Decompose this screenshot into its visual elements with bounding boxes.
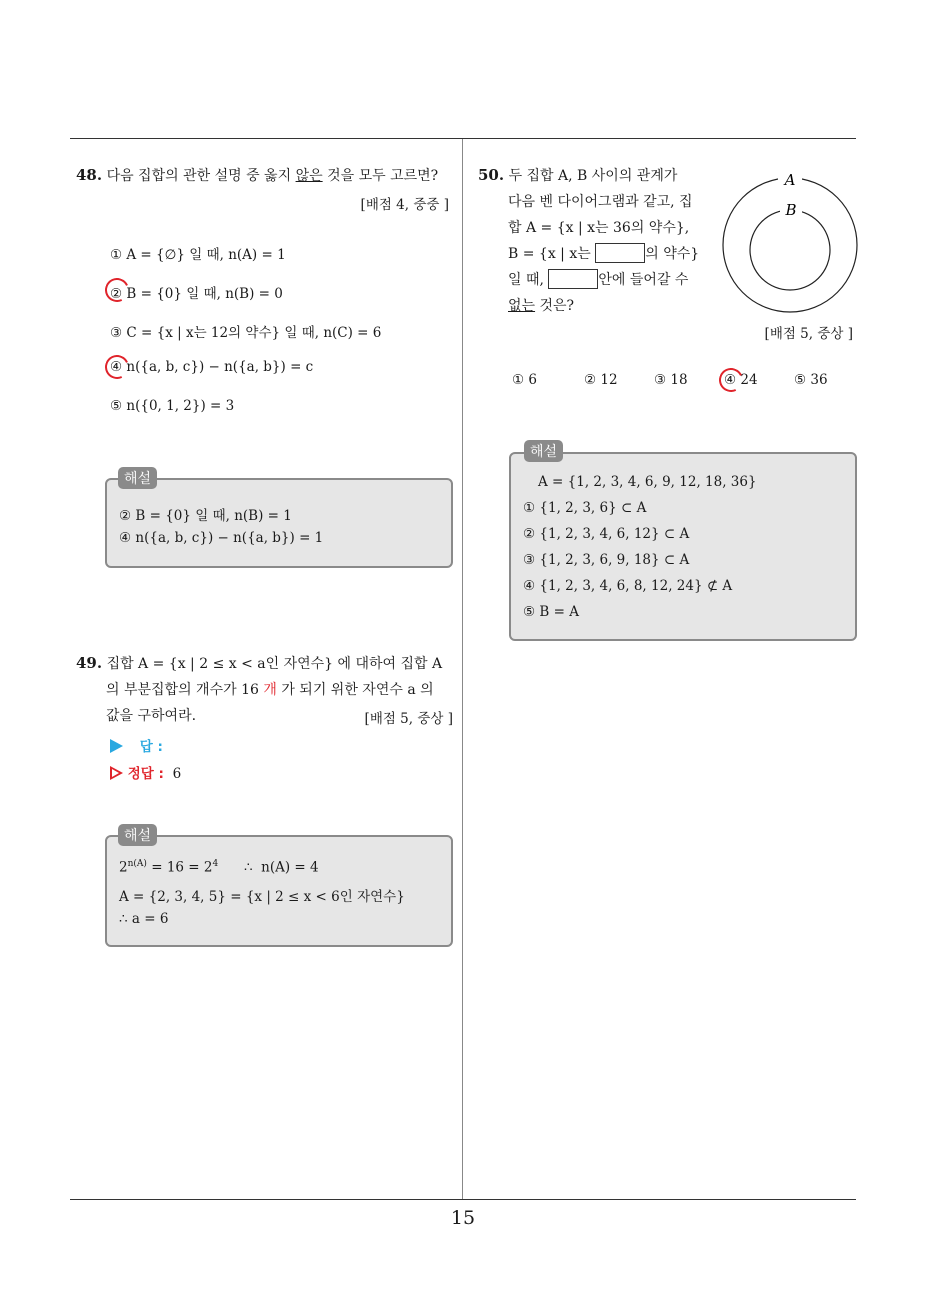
q48-solution-box: [105, 478, 453, 568]
q49-solution-line: A = {2, 3, 4, 5} = {x | 2 ≤ x < 6인 자연수}: [119, 889, 405, 905]
venn-inner-circle: [750, 210, 830, 290]
q50-line2: 다음 벤 다이어그램과 같고, 집: [508, 194, 693, 210]
q49-solution-box: [105, 835, 453, 947]
q48-text: 다음 집합의 관한 설명 중 옳지: [106, 168, 296, 184]
q50-option-3[interactable]: ③ 18: [654, 372, 688, 388]
q49-line2: 의 부분집합의 개수가 16: [106, 682, 264, 698]
q48-option-3[interactable]: ③ C = {x | x는 12의 약수} 일 때, n(C) = 6: [110, 325, 382, 341]
q49-line1: 집합 A = {x | 2 ≤ x < a인 자연수} 에 대하여 집합 A: [106, 656, 443, 672]
q50-solution-box: [509, 452, 857, 641]
q50-solution-line: ④ {1, 2, 3, 4, 6, 8, 12, 24} ⊄ A: [523, 578, 733, 594]
q49-answer-label: 답 :: [139, 739, 163, 755]
bottom-rule: [70, 1199, 856, 1200]
q48-meta: [배점 4, 중중 ]: [360, 197, 449, 213]
q49-answer-row: [110, 735, 163, 755]
venn-label-b: B: [785, 201, 797, 219]
blank-box: [548, 269, 598, 289]
blank-box: [595, 243, 645, 263]
venn-outer-circle: [723, 178, 857, 312]
q50-line5: 일 때,: [508, 272, 549, 288]
correct-arrow-icon: [110, 766, 123, 780]
q48-solution-line: ② B = {0} 일 때, n(B) = 1: [119, 508, 292, 524]
q50-option-5[interactable]: ⑤ 36: [794, 372, 828, 388]
selected-answer-mark: [716, 365, 747, 396]
q49-solution-tag: 해설: [118, 824, 157, 846]
q49-correct-row: [110, 762, 181, 782]
q50-line6: 것은?: [535, 298, 575, 314]
q49-meta: [배점 5, 중상 ]: [364, 711, 453, 727]
q50-line1: 두 집합 A, B 사이의 관계가: [508, 168, 678, 184]
q49-line2-red: 개: [263, 682, 277, 698]
q50-solution-line: A = {1, 2, 3, 4, 6, 9, 12, 18, 36}: [538, 474, 757, 490]
q50-line4: B = {x | x는: [508, 246, 596, 262]
q49-correct-label: 정답 :: [127, 766, 164, 782]
q50-line5-end: 안에 들어갈 수: [598, 272, 689, 288]
q50-option-1[interactable]: ① 6: [512, 372, 537, 388]
q49-line3: 값을 구하여라.: [106, 708, 197, 724]
venn-diagram: [722, 168, 858, 318]
q50-solution-line: ① {1, 2, 3, 6} ⊂ A: [523, 500, 647, 516]
q48-option-1[interactable]: ① A = {∅} 일 때, n(A) = 1: [110, 247, 286, 263]
q50-line3: 합 A = {x | x는 36의 약수},: [508, 220, 690, 236]
answer-arrow-icon: [110, 739, 123, 753]
q49-correct-value: 6: [172, 766, 182, 782]
q50-number: 50.: [478, 166, 505, 184]
q48-option-2[interactable]: ② B = {0} 일 때, n(B) = 0: [110, 286, 283, 302]
q48-title: [76, 162, 438, 189]
column-divider: [462, 139, 463, 1199]
q50-option-4[interactable]: ④ 24: [724, 372, 758, 388]
q50-meta: [배점 5, 중상 ]: [764, 326, 853, 342]
top-rule: [70, 138, 856, 139]
q49-solution-line: $2^{n(A)} = 16 = 2^4$ ∴ n(A) = 4: [119, 859, 319, 876]
selected-answer-mark: [102, 352, 133, 383]
q49-number: 49.: [76, 654, 103, 672]
page-number: 15: [450, 1207, 476, 1229]
venn-label-a: A: [784, 171, 796, 189]
q50-solution-tag: 해설: [524, 440, 563, 462]
q50-solution-line: ⑤ B = A: [523, 604, 579, 620]
q50-solution-line: ② {1, 2, 3, 4, 6, 12} ⊂ A: [523, 526, 690, 542]
q48-solution-tag: 해설: [118, 467, 157, 489]
q50-solution-line: ③ {1, 2, 3, 6, 9, 18} ⊂ A: [523, 552, 690, 568]
q48-solution-line: ④ n({a, b, c}) − n({a, b}) = 1: [119, 530, 324, 546]
q48-option-5[interactable]: ⑤ n({0, 1, 2}) = 3: [110, 398, 235, 414]
q48-number: 48.: [76, 166, 103, 184]
q49-line2-end: 가 되기 위한 자연수 a 의: [276, 682, 434, 698]
q50-line6-underline: 없는: [508, 298, 536, 314]
q49-solution-line: ∴ a = 6: [119, 911, 169, 927]
q50-title: [478, 162, 718, 319]
q50-option-2[interactable]: ② 12: [584, 372, 618, 388]
q48-text-end: 것을 모두 고르면?: [322, 168, 439, 184]
q48-text-underline: 않은: [295, 168, 323, 184]
q50-line4-end: 의 약수}: [645, 246, 700, 262]
q48-option-4[interactable]: ④ n({a, b, c}) − n({a, b}) = c: [110, 359, 314, 375]
